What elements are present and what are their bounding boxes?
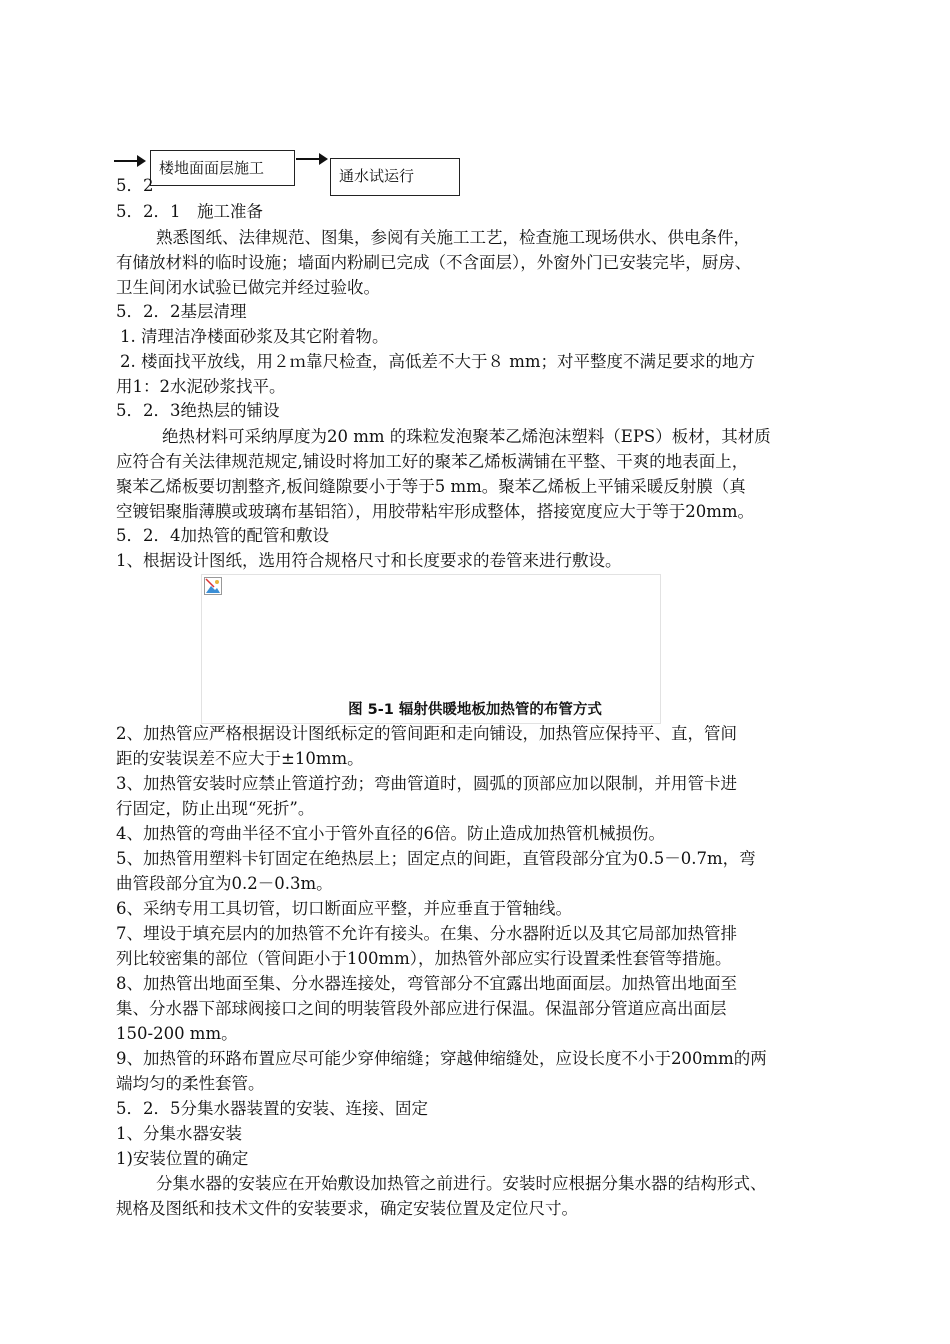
paragraph-line: 用1：2水泥砂浆找平。: [116, 377, 286, 396]
list-item: 3、加热管安装时应禁止管道拧劲；弯曲管道时，圆弧的顶部应加以限制，并用管卡进: [116, 774, 737, 793]
paragraph-line: 行固定，防止出现“死折”。: [116, 799, 315, 818]
list-item: 7、埋设于填充层内的加热管不允许有接头。在集、分水器附近以及其它局部加热管排: [116, 924, 737, 943]
hidden-heading: 5．2: [116, 176, 154, 195]
paragraph-line: 有储放材料的临时设施；墙面内粉刷已完成（不含面层），外窗外门已安装完毕，厨房、: [116, 253, 752, 272]
paragraph-line: 150-200 mm。: [116, 1024, 238, 1043]
paragraph-line: 分集水器的安装应在开始敷设加热管之前进行。安装时应根据分集水器的结构形式、: [156, 1174, 767, 1193]
flow-arrow-mid: [296, 158, 326, 160]
paragraph-line: 集、分水器下部球阀接口之间的明装管段外部应进行保温。保温部分管道应高出面层: [116, 999, 727, 1018]
paragraph-line: 端均匀的柔性套管。: [116, 1074, 265, 1093]
list-item: 4、加热管的弯曲半径不宜小于管外直径的6倍。防止造成加热管机械损伤。: [116, 824, 665, 843]
flow-diagram: [110, 150, 470, 198]
heading-5-2-4: 5．2．4加热管的配管和敷设: [116, 526, 329, 545]
paragraph-line: 聚苯乙烯板要切割整齐,板间缝隙要小于等于5 mm。聚苯乙烯板上平铺采暖反射膜（真: [116, 477, 746, 496]
heading-5-2-3: 5．2．3绝热层的铺设: [116, 401, 280, 420]
paragraph-line: 绝热材料可采纳厚度为20 mm 的珠粒发泡聚苯乙烯泡沫塑料（EPS）板材，其材质: [162, 427, 771, 446]
heading-5-2-5: 5．2．5分集水器装置的安装、连接、固定: [116, 1099, 428, 1118]
flow-arrow-in: [114, 160, 144, 162]
list-item: 1、根据设计图纸，选用符合规格尺寸和长度要求的卷管来进行敷设。: [116, 551, 622, 570]
list-item: 9、加热管的环路布置应尽可能少穿伸缩缝；穿越伸缩缝处，应设长度不小于200mm的两: [116, 1049, 767, 1068]
heading-5-2-1: 5．2．1 施工准备: [116, 202, 263, 221]
list-item: 5、加热管用塑料卡钉固定在绝热层上；固定点的间距，直管段部分宜为0.5－0.7m，弯: [116, 849, 756, 868]
list-item: 6、采纳专用工具切管，切口断面应平整，并应垂直于管轴线。: [116, 899, 572, 918]
flow-box-water-test: 通水试运行: [330, 158, 460, 196]
figure-caption: 图 5-1 辐射供暖地板加热管的布管方式: [348, 702, 602, 718]
list-item: 2、加热管应严格根据设计图纸标定的管间距和走向铺设，加热管应保持平、直，管间: [116, 724, 737, 743]
paragraph-line: 距的安装误差不应大于±10mm。: [116, 749, 364, 768]
list-item: 2. 楼面找平放线，用２ｍ靠尺检查，高低差不大于８ mm；对平整度不满足要求的地方: [120, 352, 756, 371]
paragraph-line: 列比较密集的部位（管间距小于100mm），加热管外部应实行设置柔性套管等措施。: [116, 949, 732, 968]
list-item: 1、分集水器安装: [116, 1124, 242, 1143]
flow-box-floor-surface: 楼地面面层施工: [150, 150, 295, 186]
paragraph-line: 规格及图纸和技术文件的安装要求，确定安装位置及定位尺寸。: [116, 1199, 578, 1218]
heading-5-2-2: 5．2．2基层清理: [116, 302, 247, 321]
paragraph-line: 应符合有关法律规范规定,铺设时将加工好的聚苯乙烯板满铺在平整、干爽的地表面上，: [116, 452, 749, 471]
paragraph-line: 曲管段部分宜为0.2－0.3m。: [116, 874, 333, 893]
list-item: 1. 清理洁净楼面砂浆及其它附着物。: [120, 327, 389, 346]
paragraph-line: 卫生间闭水试验已做完并经过验收。: [116, 278, 380, 297]
list-item: 8、加热管出地面至集、分水器连接处，弯管部分不宜露出地面面层。加热管出地面至: [116, 974, 737, 993]
paragraph-line: 熟悉图纸、法律规范、图集，参阅有关施工工艺，检查施工现场供水、供电条件，: [156, 228, 750, 247]
broken-image-icon: [204, 577, 222, 595]
paragraph-line: 空镀铝聚脂薄膜或玻璃布基铝箔），用胶带粘牢形成整体，搭接宽度应大于等于20mm。: [116, 502, 755, 521]
list-item: 1)安装位置的确定: [116, 1149, 249, 1168]
